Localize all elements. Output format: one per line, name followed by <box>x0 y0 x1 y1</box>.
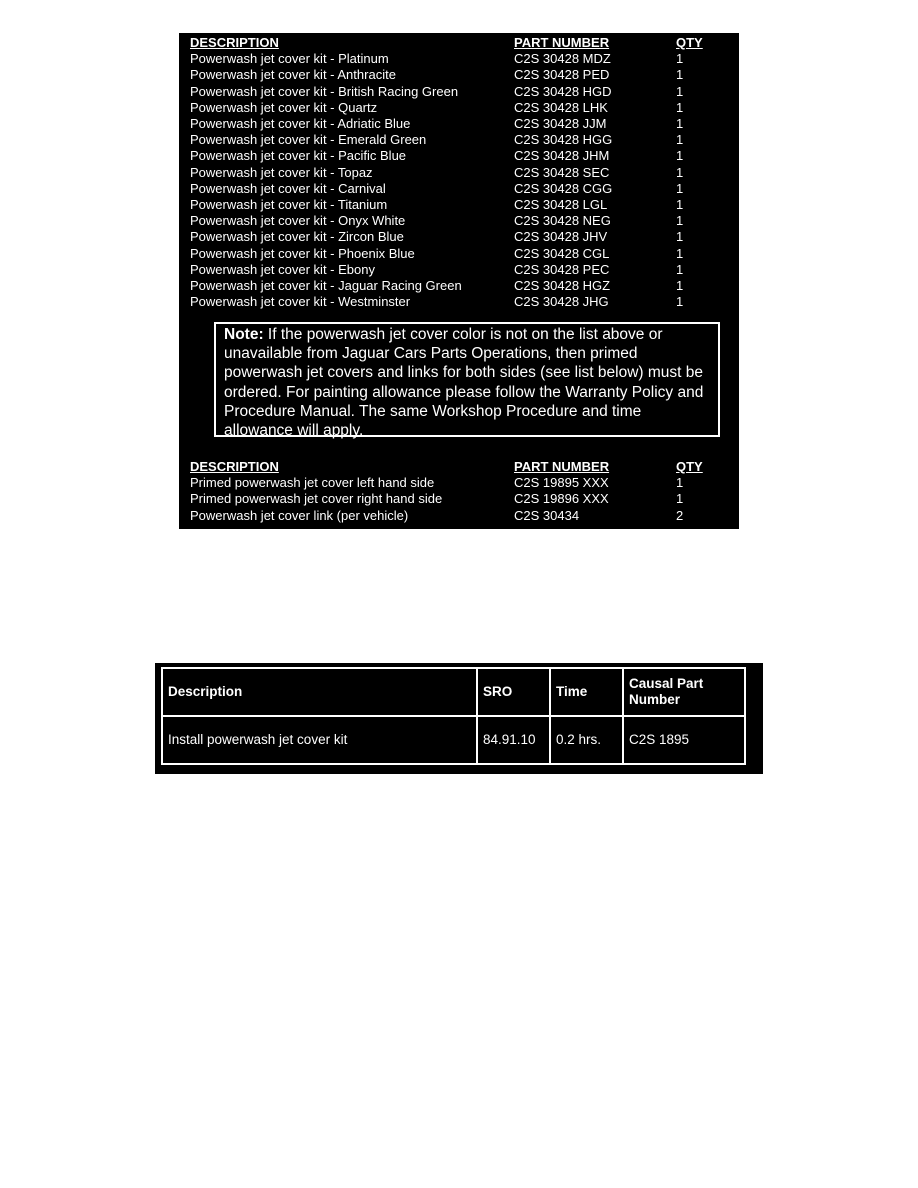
row-qty: 1 <box>676 294 684 310</box>
row-qty: 1 <box>676 229 684 245</box>
labor-row <box>162 716 745 764</box>
row-description: Powerwash jet cover kit - Emerald Green <box>190 132 427 148</box>
table-row <box>190 475 730 491</box>
table-row <box>190 165 730 181</box>
row-description: Powerwash jet cover kit - Topaz <box>190 164 373 180</box>
labor-table-body <box>162 716 745 764</box>
description-header: DESCRIPTION <box>190 459 279 474</box>
table-row <box>190 294 730 310</box>
row-qty: 1 <box>676 164 684 180</box>
row-description: Powerwash jet cover kit - Quartz <box>190 99 378 115</box>
row-qty: 1 <box>676 67 684 83</box>
row-qty: 2 <box>676 507 684 523</box>
row-part-number: C2S 30428 HGZ <box>514 278 611 294</box>
table-row <box>190 116 730 132</box>
row-description: Primed powerwash jet cover left hand side <box>190 475 435 491</box>
table-row <box>190 246 730 262</box>
labor-description-header: Description <box>162 668 477 716</box>
table-row <box>190 148 730 164</box>
row-part-number: C2S 30428 HGG <box>514 132 613 148</box>
table-row <box>190 278 730 294</box>
table-row <box>190 197 730 213</box>
row-part-number: C2S 30428 PED <box>514 67 610 83</box>
row-qty: 1 <box>676 180 684 196</box>
row-description: Powerwash jet cover kit - Westminster <box>190 294 411 310</box>
qty-header: QTY <box>676 35 703 50</box>
row-part-number: C2S 30428 CGL <box>514 245 610 261</box>
primed-table-body <box>190 475 730 524</box>
row-part-number: C2S 30434 <box>514 507 580 523</box>
labor-information-panel <box>155 663 763 774</box>
table-row <box>190 132 730 148</box>
row-qty: 1 <box>676 83 684 99</box>
labor-time: 0.2 hrs. <box>550 716 623 764</box>
part-number-header: PART NUMBER <box>514 459 610 474</box>
row-description: Powerwash jet cover kit - Anthracite <box>190 67 396 83</box>
row-qty: 1 <box>676 278 684 294</box>
row-description: Primed powerwash jet cover right hand side <box>190 491 443 507</box>
labor-sro-header: SRO <box>477 668 550 716</box>
row-description: Powerwash jet cover kit - Pacific Blue <box>190 148 407 164</box>
note-label: Note: <box>224 326 264 343</box>
note-text: If the powerwash jet cover color is not on the list above or unavailable from Jaguar Cars Parts Operations, then primed powerwash jet covers and links for both sides (see list below) must be ordered. For painting allowance please follow the Warranty Policy and Procedure Manual. The same Workshop Procedure and time allowance will apply. <box>224 326 704 440</box>
row-part-number: C2S 19896 XXX <box>514 491 609 507</box>
row-qty: 1 <box>676 132 684 148</box>
note-box <box>214 322 720 440</box>
labor-causal-part-number: C2S 1895 <box>623 716 745 764</box>
labor-time-header: Time <box>550 668 623 716</box>
table-row <box>190 67 730 83</box>
row-qty: 1 <box>676 213 684 229</box>
row-part-number: C2S 19895 XXX <box>514 475 609 491</box>
row-qty: 1 <box>676 261 684 277</box>
labor-causal-part-header: Causal Part Number <box>623 668 745 716</box>
table-row <box>190 181 730 197</box>
row-description: Powerwash jet cover kit - Adriatic Blue <box>190 116 411 132</box>
description-header: DESCRIPTION <box>190 35 279 50</box>
row-description: Powerwash jet cover kit - Ebony <box>190 261 375 277</box>
part-number-header: PART NUMBER <box>514 35 610 50</box>
row-description: Powerwash jet cover kit - Onyx White <box>190 213 406 229</box>
qty-header: QTY <box>676 459 703 474</box>
row-qty: 1 <box>676 148 684 164</box>
row-part-number: C2S 30428 CGG <box>514 180 613 196</box>
row-description: Powerwash jet cover kit - Jaguar Racing Green <box>190 278 462 294</box>
table-row <box>190 508 730 524</box>
row-qty: 1 <box>676 245 684 261</box>
row-part-number: C2S 30428 NEG <box>514 213 611 229</box>
row-description: Powerwash jet cover kit - British Racing Green <box>190 83 459 99</box>
row-qty: 1 <box>676 51 684 67</box>
row-part-number: C2S 30428 LHK <box>514 99 608 115</box>
labor-sro: 84.91.10 <box>477 716 550 764</box>
table-row <box>190 100 730 116</box>
row-description: Powerwash jet cover kit - Carnival <box>190 180 386 196</box>
labor-header-row <box>162 668 745 716</box>
row-description: Powerwash jet cover kit - Zircon Blue <box>190 229 404 245</box>
table-row <box>190 229 730 245</box>
row-part-number: C2S 30428 JHG <box>514 294 609 310</box>
table-row <box>190 213 730 229</box>
labor-table <box>161 667 746 765</box>
row-qty: 1 <box>676 116 684 132</box>
row-description: Powerwash jet cover kit - Platinum <box>190 51 389 67</box>
row-qty: 1 <box>676 99 684 115</box>
row-qty: 1 <box>676 197 684 213</box>
kits-table-body <box>190 51 730 310</box>
row-part-number: C2S 30428 MDZ <box>514 51 611 67</box>
row-description: Powerwash jet cover link (per vehicle) <box>190 507 409 523</box>
table-row <box>190 84 730 100</box>
parts-information-panel <box>179 33 739 529</box>
row-qty: 1 <box>676 475 684 491</box>
table-row <box>190 51 730 67</box>
row-part-number: C2S 30428 HGD <box>514 83 612 99</box>
row-part-number: C2S 30428 JJM <box>514 116 607 132</box>
table-header-row <box>190 35 730 51</box>
primed-parts-table <box>190 459 730 524</box>
kits-parts-table <box>190 35 730 310</box>
labor-description: Install powerwash jet cover kit <box>162 716 477 764</box>
table-row <box>190 262 730 278</box>
row-part-number: C2S 30428 JHV <box>514 229 608 245</box>
row-part-number: C2S 30428 SEC <box>514 164 610 180</box>
row-part-number: C2S 30428 PEC <box>514 261 610 277</box>
row-qty: 1 <box>676 491 684 507</box>
row-description: Powerwash jet cover kit - Phoenix Blue <box>190 245 415 261</box>
table-header-row <box>190 459 730 475</box>
row-description: Powerwash jet cover kit - Titanium <box>190 197 388 213</box>
row-part-number: C2S 30428 LGL <box>514 197 608 213</box>
row-part-number: C2S 30428 JHM <box>514 148 610 164</box>
table-row <box>190 491 730 507</box>
